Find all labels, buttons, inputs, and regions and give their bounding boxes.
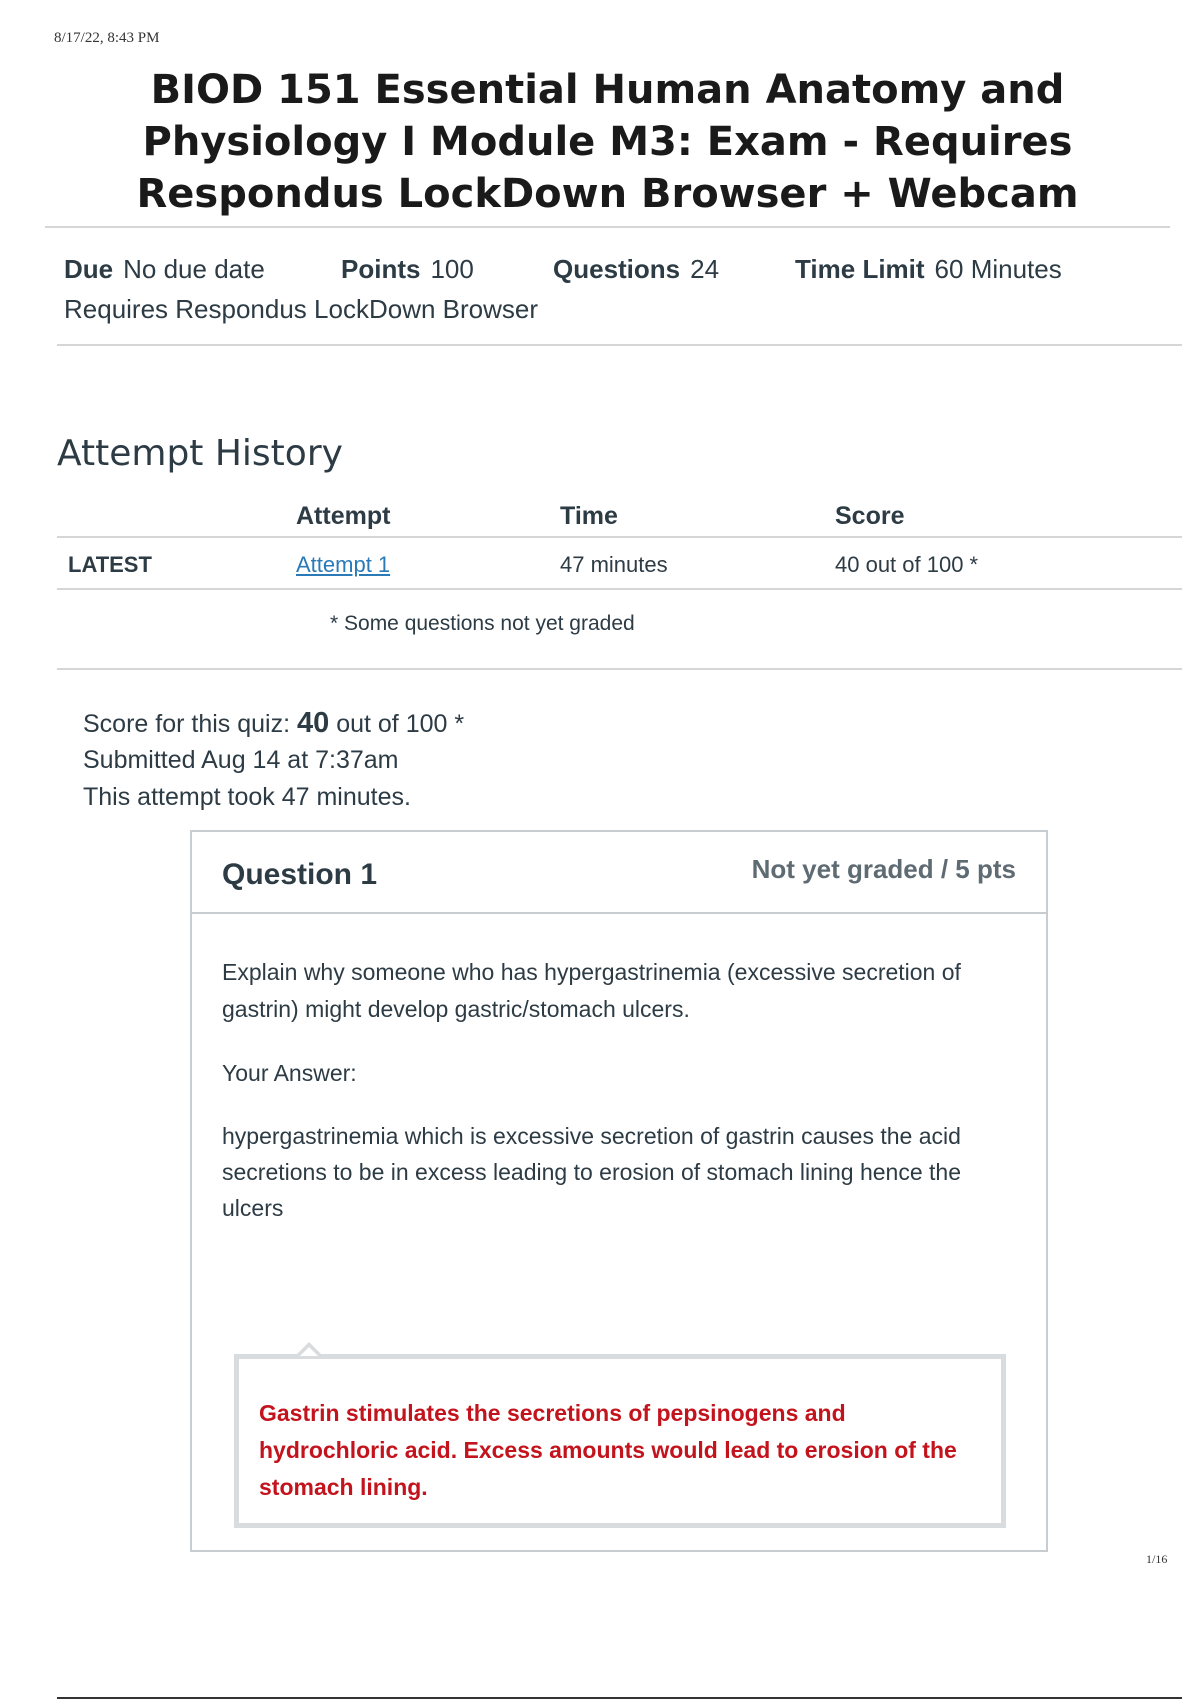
time-limit-meta — [795, 254, 1062, 285]
time-cell: 47 minutes — [560, 552, 668, 577]
due-label: Due — [64, 254, 114, 284]
score-suffix: out of 100 * — [336, 710, 465, 738]
quiz-score-line — [83, 705, 464, 742]
meta-divider — [57, 344, 1182, 346]
page-bottom-rule — [57, 1697, 1182, 1699]
points-meta — [341, 254, 553, 285]
duration-line: This attempt took 47 minutes. — [83, 783, 411, 811]
history-divider — [57, 668, 1182, 670]
score-cell: 40 out of 100 * — [835, 552, 979, 577]
page-number: 1/16 — [1146, 1552, 1168, 1566]
quiz-meta — [64, 254, 1062, 285]
question-title: Question 1 — [222, 858, 378, 891]
print-timestamp: 8/17/22, 8:43 PM — [54, 30, 160, 46]
your-answer-label: Your Answer: — [222, 1060, 357, 1086]
score-value: 40 — [296, 707, 330, 739]
time-limit-label: Time Limit — [795, 254, 925, 284]
ungraded-footnote: * Some questions not yet graded — [330, 612, 635, 635]
attempt-history-heading: Attempt History — [57, 433, 343, 474]
points-value: 100 — [430, 254, 474, 284]
score-prefix: Score for this quiz: — [83, 710, 291, 738]
lockdown-requirement: Requires Respondus LockDown Browser — [64, 294, 539, 324]
question-card — [190, 830, 1048, 1552]
title-divider — [45, 226, 1170, 228]
grader-comment — [234, 1354, 1006, 1528]
latest-label: LATEST — [68, 552, 152, 577]
answer-text: hypergastrinemia which is excessive secretion of gastrin causes the acid secretions to be in excess leading to erosion of stomach lining hence the ulcers — [222, 1123, 961, 1221]
question-text: Explain why someone who has hypergastrinemia (excessive secretion of gastrin) might develop gastric/stomach ulcers. — [222, 959, 961, 1022]
score-summary — [83, 705, 464, 816]
due-value: No due date — [123, 254, 265, 284]
comment-pointer-icon — [295, 1342, 323, 1356]
points-label: Points — [341, 254, 421, 284]
col-header-score: Score — [835, 502, 905, 530]
attempt-1-link[interactable]: Attempt 1 — [296, 552, 391, 577]
submitted-line: Submitted Aug 14 at 7:37am — [83, 746, 399, 774]
questions-label: Questions — [553, 254, 681, 284]
page-title: BIOD 151 Essential Human Anatomy and Physiology I Module M3: Exam - Requires Respondus LockDown Browser + Webcam — [136, 67, 1079, 217]
questions-meta — [553, 254, 795, 285]
col-header-time: Time — [560, 502, 618, 530]
questions-value: 24 — [690, 254, 720, 284]
table-row-divider — [57, 588, 1182, 590]
time-limit-value: 60 Minutes — [934, 254, 1062, 284]
attempt-cell — [296, 552, 390, 578]
col-header-attempt: Attempt — [296, 502, 391, 530]
due-meta — [64, 254, 341, 285]
table-header-divider — [57, 536, 1182, 538]
question-points: Not yet graded / 5 pts — [751, 854, 1016, 884]
comment-text: Gastrin stimulates the secretions of pepsinogens and hydrochloric acid. Excess amounts would lead to erosion of the stomach lining. — [259, 1400, 957, 1500]
question-header — [192, 832, 1046, 914]
